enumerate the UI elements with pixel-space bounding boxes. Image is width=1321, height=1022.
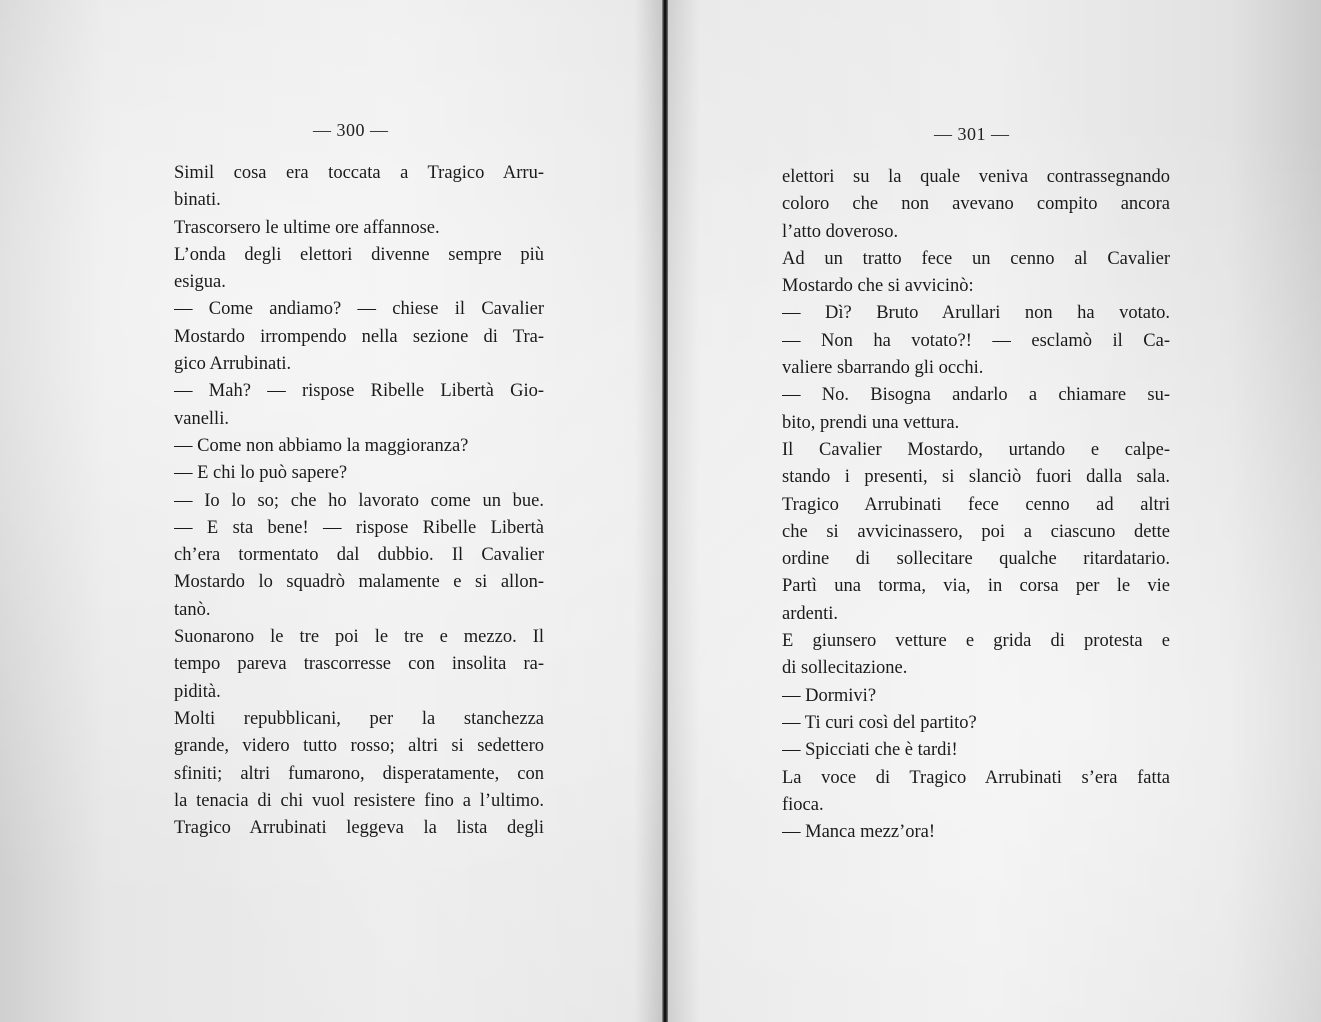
text-line: Molti repubblicani, per la stanchezza — [174, 708, 544, 729]
text-line: Mostardo che si avvicinò: — [782, 276, 974, 297]
text-line: — Manca mezz’ora! — [782, 822, 936, 843]
left-text-block — [174, 160, 544, 842]
text-line: ardenti. — [782, 603, 838, 624]
text-line: pidità. — [174, 681, 221, 702]
text-line: — Ti curi così del partito? — [782, 712, 977, 733]
text-line: gico Arrubinati. — [174, 354, 292, 375]
text-line: tempo pareva trascorresse con insolita ra- — [174, 654, 544, 675]
page-number-right: — 301 — — [934, 124, 1010, 144]
text-line: grande, videro tutto rosso; altri si sedettero — [174, 736, 544, 757]
text-line: che si avvicinassero, poi a ciascuno dette — [782, 521, 1170, 542]
text-line: L’onda degli elettori divenne sempre più — [174, 244, 544, 265]
text-line: La voce di Tragico Arrubinati s’era fatta — [782, 767, 1170, 788]
text-line: — E sta bene! — rispose Ribelle Libertà — [174, 517, 544, 538]
text-line: Trascorsero le ultime ore affannose. — [174, 217, 440, 238]
text-line: stando i presenti, si slanciò fuori dalla sala. — [782, 467, 1170, 488]
text-line: — Io lo so; che ho lavorato come un bue. — [174, 490, 544, 511]
text-line: elettori su la quale veniva contrassegnando — [782, 167, 1170, 187]
text-line: Mostardo lo squadrò malamente e si allon- — [174, 572, 544, 593]
text-line: di sollecitazione. — [782, 658, 908, 679]
text-line: l’atto doveroso. — [782, 221, 899, 242]
text-line: — Non ha votato?! — esclamò il Ca- — [782, 330, 1170, 351]
text-line: — Spicciati che è tardi! — [782, 740, 958, 761]
text-line: valiere sbarrando gli occhi. — [782, 358, 984, 379]
text-line: Simil cosa era toccata a Tragico Arru- — [174, 163, 544, 183]
text-line: Tragico Arrubinati fece cenno ad altri — [782, 494, 1170, 515]
text-line: Il Cavalier Mostardo, urtando e calpe- — [782, 439, 1170, 460]
text-line: Mostardo irrompendo nella sezione di Tra- — [174, 326, 544, 347]
text-line: — Dì? Bruto Arullari non ha votato. — [782, 303, 1170, 324]
text-line: Tragico Arrubinati leggeva la lista degli — [174, 818, 544, 839]
text-line: — Dormivi? — [782, 685, 877, 706]
text-line: Suonarono le tre poi le tre e mezzo. Il — [174, 627, 544, 648]
text-line: E giunsero vetture e grida di protesta e — [782, 631, 1170, 652]
text-line: coloro che non avevano compito ancora — [782, 194, 1170, 215]
text-line: ch’era tormentato dal dubbio. Il Cavalier — [174, 545, 544, 566]
text-line: — Come andiamo? — chiese il Cavalier — [174, 299, 544, 320]
text-line: binati. — [174, 190, 221, 211]
text-line: — No. Bisogna andarlo a chiamare su- — [782, 385, 1170, 406]
text-line: vanelli. — [174, 408, 229, 429]
text-line: esigua. — [174, 272, 226, 293]
text-line: tanò. — [174, 599, 211, 620]
text-line: — Mah? — rispose Ribelle Libertà Gio- — [174, 381, 544, 402]
text-line: fioca. — [782, 794, 824, 815]
right-page — [668, 0, 1321, 1022]
text-line: Partì una torma, via, in corsa per le vie — [782, 576, 1170, 597]
text-line: Ad un tratto fece un cenno al Cavalier — [782, 248, 1170, 269]
text-line: — E chi lo può sapere? — [174, 463, 348, 484]
right-text-block — [782, 164, 1170, 846]
text-line: la tenacia di chi vuol resistere fino a l’ultimo. — [174, 790, 544, 811]
text-line: bito, prendi una vettura. — [782, 412, 960, 433]
text-line: — Come non abbiamo la maggioranza? — [174, 435, 469, 456]
text-line: ordine di sollecitare qualche ritardatario. — [782, 549, 1170, 570]
page-number-left: — 300 — — [313, 120, 389, 140]
text-line: sfiniti; altri fumarono, disperatamente, con — [174, 763, 544, 784]
